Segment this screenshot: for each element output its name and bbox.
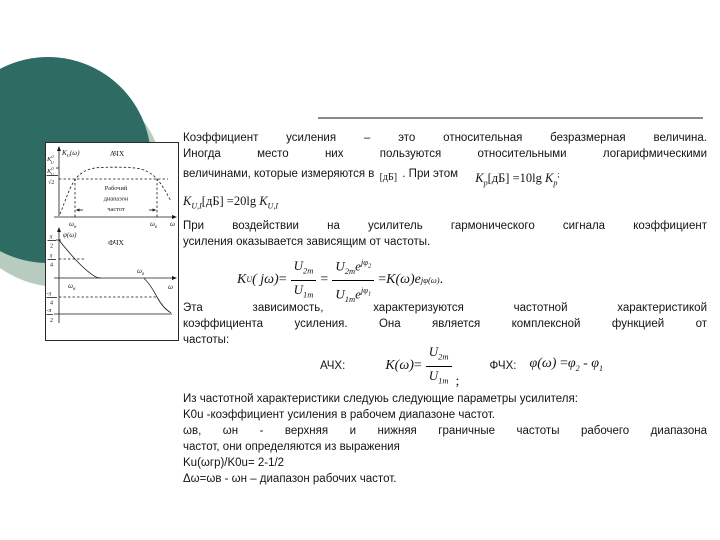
fraction-u2m-exp-u1m-exp: $\frac{U_{2m}e^{j\varphi_2}}{U_{1m}e^{j\varphi_1}}$ bbox=[332, 254, 374, 307]
paragraph2-line1: При воздействии на усилитель гармонического сигнала коэффициент bbox=[183, 220, 707, 233]
fch-label: ФЧХ: bbox=[489, 360, 517, 373]
paragraph1-line3-text-b: . При этом bbox=[402, 168, 459, 181]
ach-fch-row bbox=[183, 344, 707, 390]
ach-label: АЧХ: bbox=[320, 360, 346, 373]
figure-frequency-characteristics bbox=[45, 142, 179, 341]
formula-main-gain: K U ( jω) = $\frac{U_{2m}}{U_{1m}}$ = $\frac{U_{2m}e^{j\varphi_2}}{U_{1m}e^{j\varphi_1}}$ = K(ω)e jφ(ω) . bbox=[237, 260, 707, 300]
tick-pi-2-num: π bbox=[49, 234, 53, 241]
tick-mpi-4-den: 4 bbox=[50, 300, 53, 307]
achh-xlabel: ω bbox=[170, 220, 175, 228]
tick-mpi-2-den: 2 bbox=[50, 318, 53, 324]
achh-level-k0: $K^0$ U bbox=[47, 154, 54, 165]
paragraph4 bbox=[183, 392, 707, 488]
figure-diagram bbox=[45, 142, 179, 341]
achh-level-k0-num: $K^0$ U bbox=[47, 166, 54, 177]
divider-line bbox=[318, 117, 703, 119]
fchh-title: ФЧХ bbox=[108, 238, 124, 247]
fchh-ylabel: φ(ω) bbox=[63, 231, 77, 239]
achh-ylabel: $K_U(\omega)$ bbox=[62, 149, 80, 158]
fchh-tick-wn: $\omega_н$ bbox=[68, 282, 76, 292]
paragraph1-line1: Коэффициент усиления – это относительная безразмерная величина. bbox=[183, 132, 707, 144]
fchh-tick-wv: $\omega_в$ bbox=[137, 267, 145, 277]
paragraph4-line2: K0u -коэффициент усиления в рабочем диапазоне частот. bbox=[183, 409, 495, 422]
paragraph4-line6: Δω=ωв - ωн – диапазон рабочих частот. bbox=[183, 472, 397, 485]
paragraph3-line3: частоты: bbox=[183, 334, 230, 347]
tick-mpi-2-num: -π bbox=[46, 308, 52, 314]
paragraph4-line1: Из частотной характеристики следуюь следующие параметры усилителя: bbox=[183, 393, 578, 406]
band-label-1: Рабочий bbox=[104, 185, 128, 192]
achh-tick-wn: $\omega_н$ bbox=[69, 220, 77, 230]
formula-kui-db: $K_{U,I}[дБ] =20\lg$ $K_{U,I}$ bbox=[183, 193, 278, 211]
paragraph3-line2: коэффициента усиления. Она является комплексной функцией от bbox=[183, 318, 707, 331]
paragraph4-line4: частот, они определяются из выражения bbox=[183, 440, 400, 453]
paragraph1-line3-text-a: величинами, которые измеряются в bbox=[183, 168, 375, 181]
achh-level-sqrt2: √2 bbox=[48, 180, 55, 186]
fraction-ach: $\frac{U_{2m}}{U_{1m}}$ bbox=[426, 344, 452, 388]
paragraph4-line5: Ku(ωгр)/K0u= 2-1/2 bbox=[183, 456, 285, 469]
paragraph4-line3: ωв, ωн - верхняя и нижняя граничные частоты рабочего диапазона bbox=[183, 425, 707, 438]
band-label-2: диапазон bbox=[103, 195, 129, 203]
fraction-u2m-u1m: $\frac{U_{2m}}{U_{1m}}$ bbox=[291, 258, 317, 302]
achh-tick-wv: $\omega_в$ bbox=[150, 220, 158, 230]
tick-pi-4-den: 4 bbox=[50, 262, 53, 269]
paragraph3-line1: Эта зависимость, характеризуются частотной характеристикой bbox=[183, 302, 707, 315]
text-column bbox=[183, 130, 707, 488]
paragraph1-line2: Иногда место них пользуются относительными логарифмическими bbox=[183, 148, 707, 160]
formula-fch: $\varphi(\omega) =\varphi_2 - \varphi_1$ bbox=[529, 355, 604, 373]
tick-mpi-4-num: -π bbox=[46, 291, 52, 298]
fchh-xlabel: ω bbox=[168, 283, 173, 291]
paragraph2-line2: усиления оказывается зависящим от частоты. bbox=[183, 236, 431, 249]
band-label-3: частот bbox=[107, 206, 125, 213]
tick-pi-4-num: π bbox=[49, 253, 53, 260]
formula-db-unit: [дБ] bbox=[379, 172, 398, 184]
formula-ach: K(ω) = $\frac{U_{2m}}{U_{1m}}$ ; bbox=[385, 344, 460, 390]
formula-kp-db: $K_p[дБ] =10\lg$ $K_p^;$ bbox=[475, 170, 560, 188]
tick-pi-2-den: 2 bbox=[50, 243, 53, 250]
achh-title: АЧХ bbox=[109, 149, 125, 158]
paragraph1-line3 bbox=[183, 162, 707, 187]
